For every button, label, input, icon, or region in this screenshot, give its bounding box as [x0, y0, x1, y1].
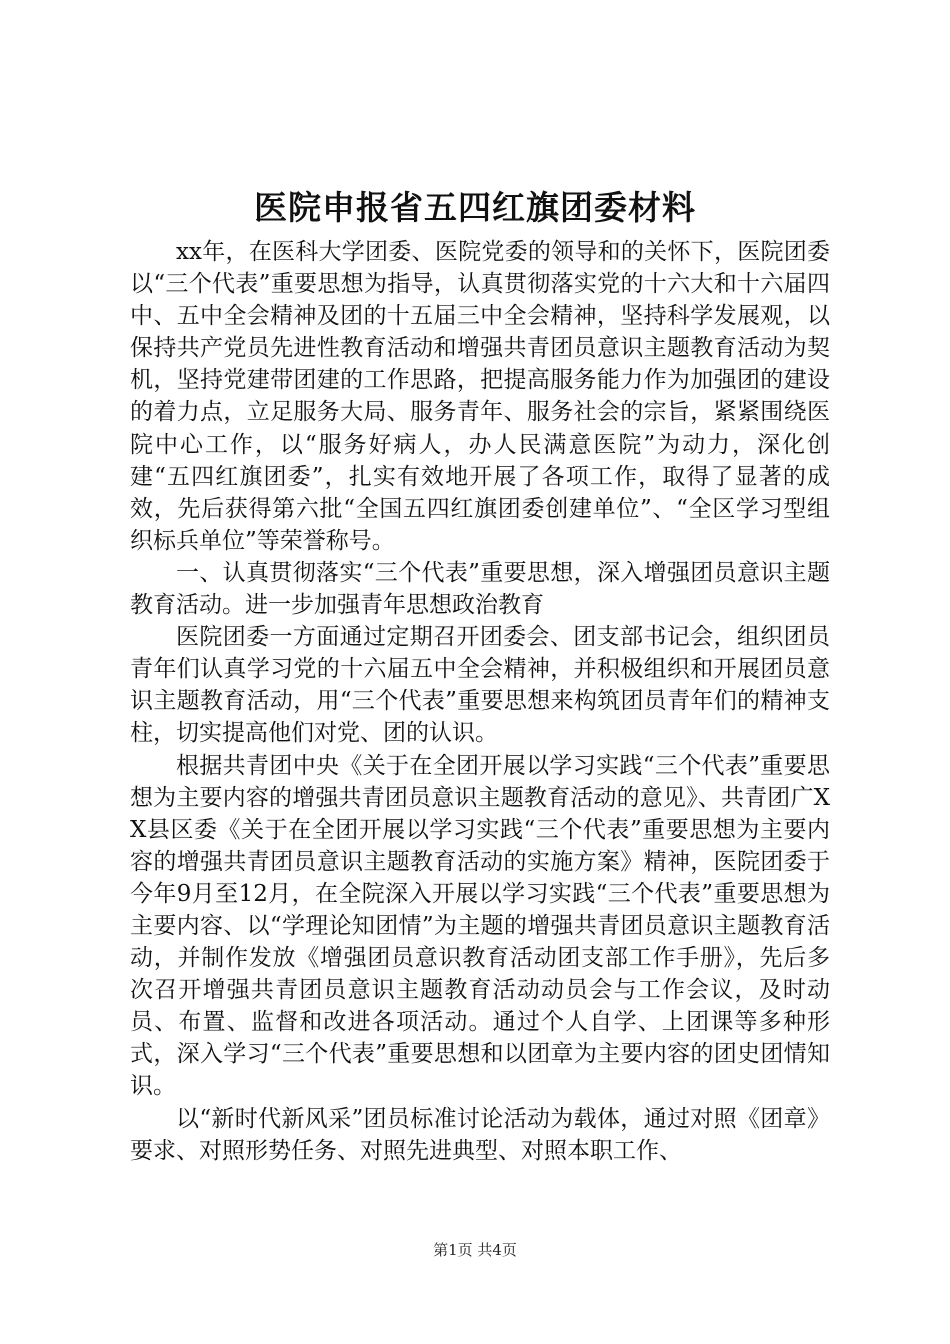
- document-title: 医院申报省五四红旗团委材料: [254, 188, 696, 227]
- paragraph-new-era-discussion: 以“新时代新风采”团员标准讨论活动为载体，通过对照《团章》要求、对照形势任务、对照先进典型、对照本职工作、: [130, 1105, 830, 1164]
- document-body: [130, 236, 830, 1167]
- paragraph-intro: xx年，在医科大学团委、医院党委的领导和的关怀下，医院团委以“三个代表”重要思想为指导，认真贯彻落实党的十六大和十六届四中、五中全会精神及团的十五届三中全会精神，坚持科学发展观，以保持共产党员先进性教育活动和增强共青团员意识主题教育活动为契机，坚持党建带团建的工作思路，把提高服务能力作为加强团的建设的着力点，立足服务大局、服务青年、服务社会的宗旨，紧紧围绕医院中心工作，以“服务好病人，办人民满意医院”为动力，深化创建“五四红旗团委”，扎实有效地开展了各项工作，取得了显著的成效，先后获得第六批“全国五四红旗团委创建单位”、“全区学习型组织标兵单位”等荣誉称号。: [130, 239, 830, 554]
- paragraph-education-activity: 根据共青团中央《关于在全团开展以学习实践“三个代表”重要思想为主要内容的增强共青团员意识主题教育活动的意见》、共青团广XX县区委《关于在全团开展以学习实践“三个代表”重要思想为主要内容的增强共青团员意识主题教育活动的实施方案》精神，医院团委于今年9月至12月，在全院深入开展以学习实践“三个代表”重要思想为主要内容、以“学理论知团情”为主题的增强共青团员意识主题教育活动，并制作发放《增强团员意识教育活动团支部工作手册》，先后多次召开增强共青团员意识主题教育活动动员会与工作会议，及时动员、布置、监督和改进各项活动。通过个人自学、上团课等多种形式，深入学习“三个代表”重要思想和以团章为主要内容的团史团情知识。: [130, 752, 830, 1100]
- paragraph-section-heading: 一、认真贯彻落实“三个代表”重要思想，深入增强团员意识主题教育活动。进一步加强青年思想政治教育: [130, 559, 830, 619]
- page-number-footer: 第1页 共4页: [433, 1241, 517, 1259]
- paragraph-study-meetings: 医院团委一方面通过定期召开团委会、团支部书记会，组织团员青年们认真学习党的十六届五中全会精神，并积极组织和开展团员意识主题教育活动，用“三个代表”重要思想来构筑团员青年们的精神支柱，切实提高他们对党、团的认识。: [130, 624, 830, 747]
